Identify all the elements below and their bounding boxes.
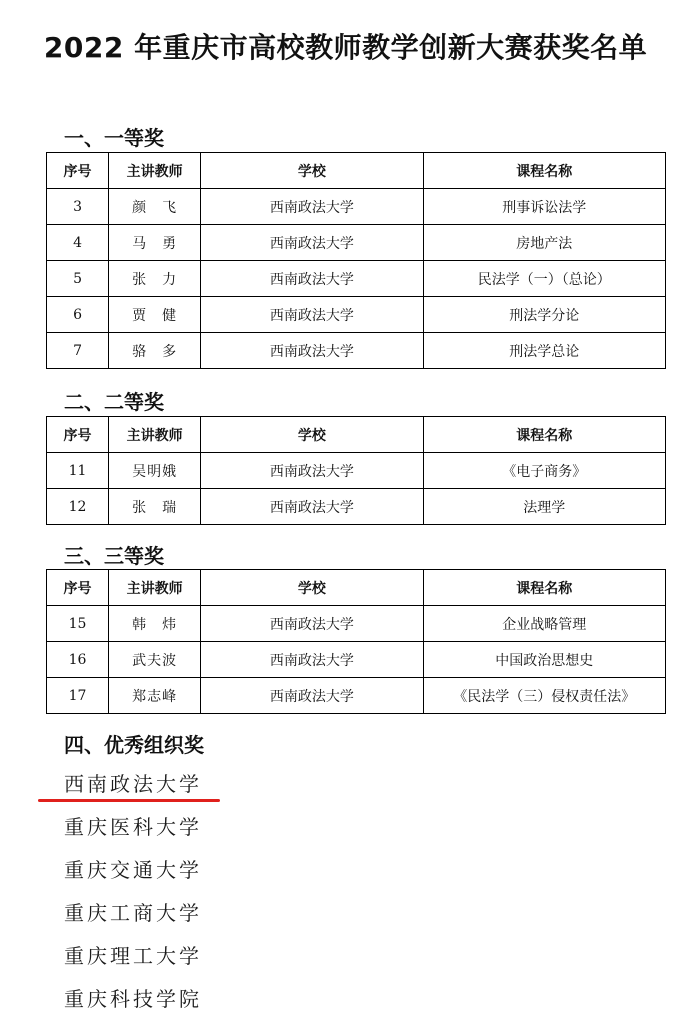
table-row (47, 453, 666, 489)
section-heading-third-prize: 三、三等奖 (64, 544, 164, 568)
cell-no: 7 (47, 333, 109, 369)
third-prize-table (46, 569, 666, 714)
list-item: 重庆交通大学 (64, 858, 202, 882)
cell-school: 西南政法大学 (201, 225, 423, 261)
cell-teacher: 张 力 (109, 261, 201, 297)
header-course: 课程名称 (423, 153, 665, 189)
list-item: 西南政法大学 (64, 772, 202, 796)
header-school: 学校 (201, 570, 423, 606)
header-teacher: 主讲教师 (109, 417, 201, 453)
table-row (47, 261, 666, 297)
table-header-row (47, 153, 666, 189)
cell-course: 《民法学（三）侵权责任法》 (423, 678, 665, 714)
cell-school: 西南政法大学 (201, 606, 423, 642)
cell-course: 民法学（一）（总论） (423, 261, 665, 297)
section-heading-first-prize: 一、一等奖 (64, 126, 164, 150)
section-heading-organization-award: 四、优秀组织奖 (64, 733, 204, 757)
cell-course: 刑法学分论 (423, 297, 665, 333)
cell-course: 刑事诉讼法学 (423, 189, 665, 225)
highlight-underline (38, 799, 220, 802)
cell-teacher: 吴明娥 (109, 453, 201, 489)
header-school: 学校 (201, 417, 423, 453)
cell-school: 西南政法大学 (201, 297, 423, 333)
table-row (47, 189, 666, 225)
cell-school: 西南政法大学 (201, 261, 423, 297)
cell-course: 中国政治思想史 (423, 642, 665, 678)
cell-teacher: 郑志峰 (109, 678, 201, 714)
table-row (47, 297, 666, 333)
cell-no: 3 (47, 189, 109, 225)
cell-school: 西南政法大学 (201, 189, 423, 225)
section-heading-second-prize: 二、二等奖 (64, 390, 164, 414)
cell-course: 刑法学总论 (423, 333, 665, 369)
header-teacher: 主讲教师 (109, 570, 201, 606)
table-row (47, 606, 666, 642)
cell-teacher: 贾 健 (109, 297, 201, 333)
first-prize-table (46, 152, 666, 369)
organization-award-list (64, 766, 202, 1024)
cell-teacher: 武夫波 (109, 642, 201, 678)
header-teacher: 主讲教师 (109, 153, 201, 189)
cell-school: 西南政法大学 (201, 489, 423, 525)
header-school: 学校 (201, 153, 423, 189)
cell-school: 西南政法大学 (201, 642, 423, 678)
cell-no: 6 (47, 297, 109, 333)
cell-no: 12 (47, 489, 109, 525)
cell-no: 16 (47, 642, 109, 678)
cell-school: 西南政法大学 (201, 453, 423, 489)
table-header-row (47, 570, 666, 606)
cell-no: 5 (47, 261, 109, 297)
cell-course: 企业战略管理 (423, 606, 665, 642)
table-row (47, 225, 666, 261)
cell-course: 房地产法 (423, 225, 665, 261)
list-item: 重庆理工大学 (64, 944, 202, 968)
cell-teacher: 颜 飞 (109, 189, 201, 225)
document-title: 2022 年重庆市高校教师教学创新大赛获奖名单 (43, 31, 648, 64)
cell-teacher: 韩 炜 (109, 606, 201, 642)
header-no: 序号 (47, 153, 109, 189)
table-row (47, 333, 666, 369)
cell-teacher: 骆 多 (109, 333, 201, 369)
list-item: 重庆医科大学 (64, 815, 202, 839)
cell-no: 11 (47, 453, 109, 489)
cell-teacher: 张 瑞 (109, 489, 201, 525)
header-course: 课程名称 (423, 570, 665, 606)
table-row (47, 678, 666, 714)
cell-course: 《电子商务》 (423, 453, 665, 489)
list-item: 重庆科技学院 (64, 987, 202, 1011)
second-prize-table (46, 416, 666, 525)
table-header-row (47, 417, 666, 453)
table-row (47, 489, 666, 525)
cell-no: 4 (47, 225, 109, 261)
header-course: 课程名称 (423, 417, 665, 453)
cell-no: 17 (47, 678, 109, 714)
header-no: 序号 (47, 570, 109, 606)
cell-no: 15 (47, 606, 109, 642)
table-row (47, 642, 666, 678)
cell-school: 西南政法大学 (201, 333, 423, 369)
list-item: 重庆工商大学 (64, 901, 202, 925)
cell-course: 法理学 (423, 489, 665, 525)
header-no: 序号 (47, 417, 109, 453)
cell-school: 西南政法大学 (201, 678, 423, 714)
cell-teacher: 马 勇 (109, 225, 201, 261)
